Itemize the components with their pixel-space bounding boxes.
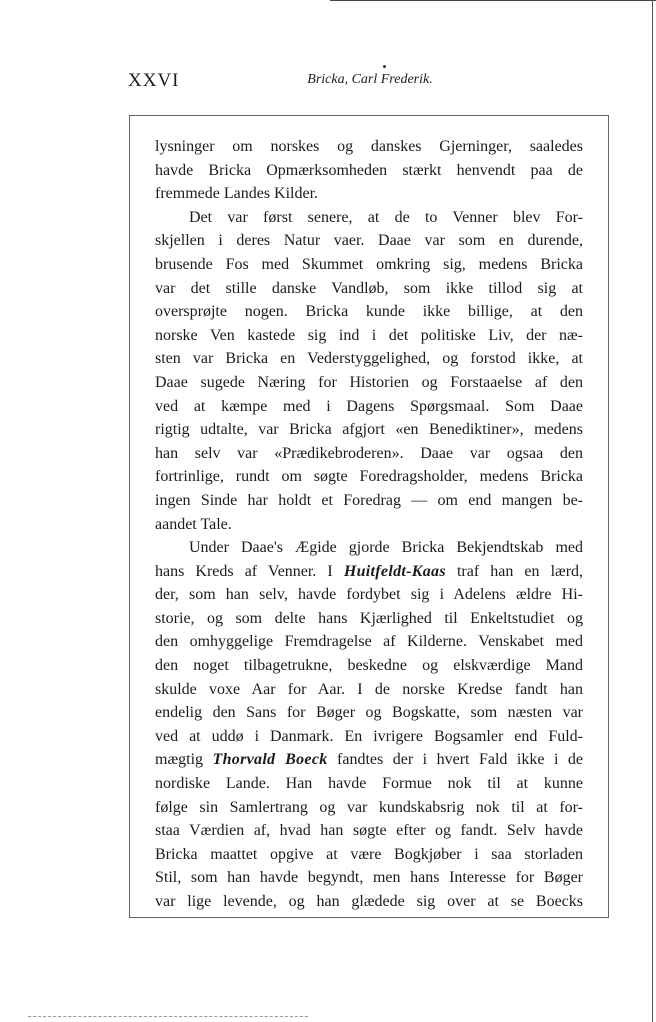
text-segment: fandtes der i hvert Fald ikke i de (337, 751, 583, 769)
text-line: sten var Bricka en Vederstyggelighed, og forstod ikke, at (155, 350, 583, 368)
running-title: Bricka, Carl Frederik. (307, 72, 433, 87)
text-line: han selv var «Prædikebroderen». Daae var ogsaa den (155, 444, 583, 462)
text-line: staa Værdien af, hvad han søgte efter og fandt. Selv havde (155, 822, 583, 840)
text-line: Stil, som han havde begyndt, men hans Interesse for Bøger (155, 869, 583, 887)
bottom-scan-line (28, 1016, 308, 1017)
text-line: den noget tilbagetrukne, beskedne og elskværdige Mand (155, 657, 583, 675)
text-line: Daae sugede Næring for Historien og Forstaaelse af den (155, 373, 583, 391)
page-number: XXVI (128, 70, 180, 91)
text-line: lysninger om norskes og danskes Gjerninger, saaledes (155, 138, 583, 155)
text-line: Det var først senere, at de to Venner blev For- (189, 208, 583, 226)
text-line: skulde voxe Aar for Aar. I de norske Kredse fandt han (155, 680, 583, 698)
text-line: ved at kæmpe med i Dagens Spørgsmaal. Som Daae (155, 397, 583, 415)
text-line: ved at uddø i Danmark. En ivrigere Bogsamler end Fuld- (155, 727, 583, 745)
page-edge-line (652, 0, 653, 1022)
text-line: brusende Fos med Skummet omkring sig, medens Bricka (155, 255, 583, 273)
text-line (155, 748, 583, 772)
text-line: oversprøjte nogen. Bricka kunde ikke billige, at den (155, 303, 583, 321)
text-line: var det stille danske Vandløb, som ikke tillod sig at (155, 279, 583, 297)
top-rule (330, 0, 656, 1)
text-line: den omhyggelige Fremdragelse af Kilderne. Venskabet med (155, 633, 583, 651)
text-segment: mægtig (155, 751, 204, 769)
body-text (155, 135, 583, 914)
text-line: skjellen i deres Natur vaer. Daae var som en durende, (155, 232, 583, 250)
person-name: Thorvald Boeck (212, 751, 328, 769)
text-line: nordiske Lande. Han havde Formue nok til at kunne (155, 775, 583, 793)
text-line: storie, og som delte hans Kjærlighed til Enkeltstudiet og (155, 609, 583, 627)
text-line: Under Daae's Ægide gjorde Bricka Bekjendtskab med (189, 539, 583, 557)
person-name: Huitfeldt-Kaas (343, 562, 446, 580)
text-line: norske Ven kastede sig ind i det politiske Liv, der næ- (155, 326, 583, 344)
text-line: Bricka maattet opgive at være Bogkjøber i saa storladen (155, 845, 583, 863)
text-line: fremmede Landes Kilder. (155, 185, 319, 203)
text-line: aandet Tale. (155, 515, 232, 533)
text-line: var lige levende, og han glædede sig over at se Boecks (155, 893, 583, 910)
text-line (155, 560, 583, 584)
text-line: fortrinlige, rundt om søgte Foredragsholder, medens Bricka (155, 468, 583, 486)
running-head (128, 70, 612, 94)
text-line: rigtig udtalte, var Bricka afgjort «en Benediktiner», medens (155, 421, 583, 439)
text-segment: hans Kreds af Venner. I (155, 562, 333, 580)
text-line: der, som han selv, havde fordybet sig i Adelens ældre Hi- (155, 586, 583, 604)
text-line: ingen Sinde har holdt et Foredrag — om end mangen be- (155, 491, 583, 509)
text-segment: traf han en lærd, (456, 562, 583, 580)
text-line: endelig den Sans for Bøger og Bogskatte, som næsten var (155, 704, 583, 722)
print-dot (383, 65, 386, 68)
text-line: havde Bricka Opmærksomheden stærkt henvendt paa de (155, 161, 583, 179)
text-line: følge sin Samlertrang og var kundskabsrig nok til at for- (155, 798, 583, 816)
